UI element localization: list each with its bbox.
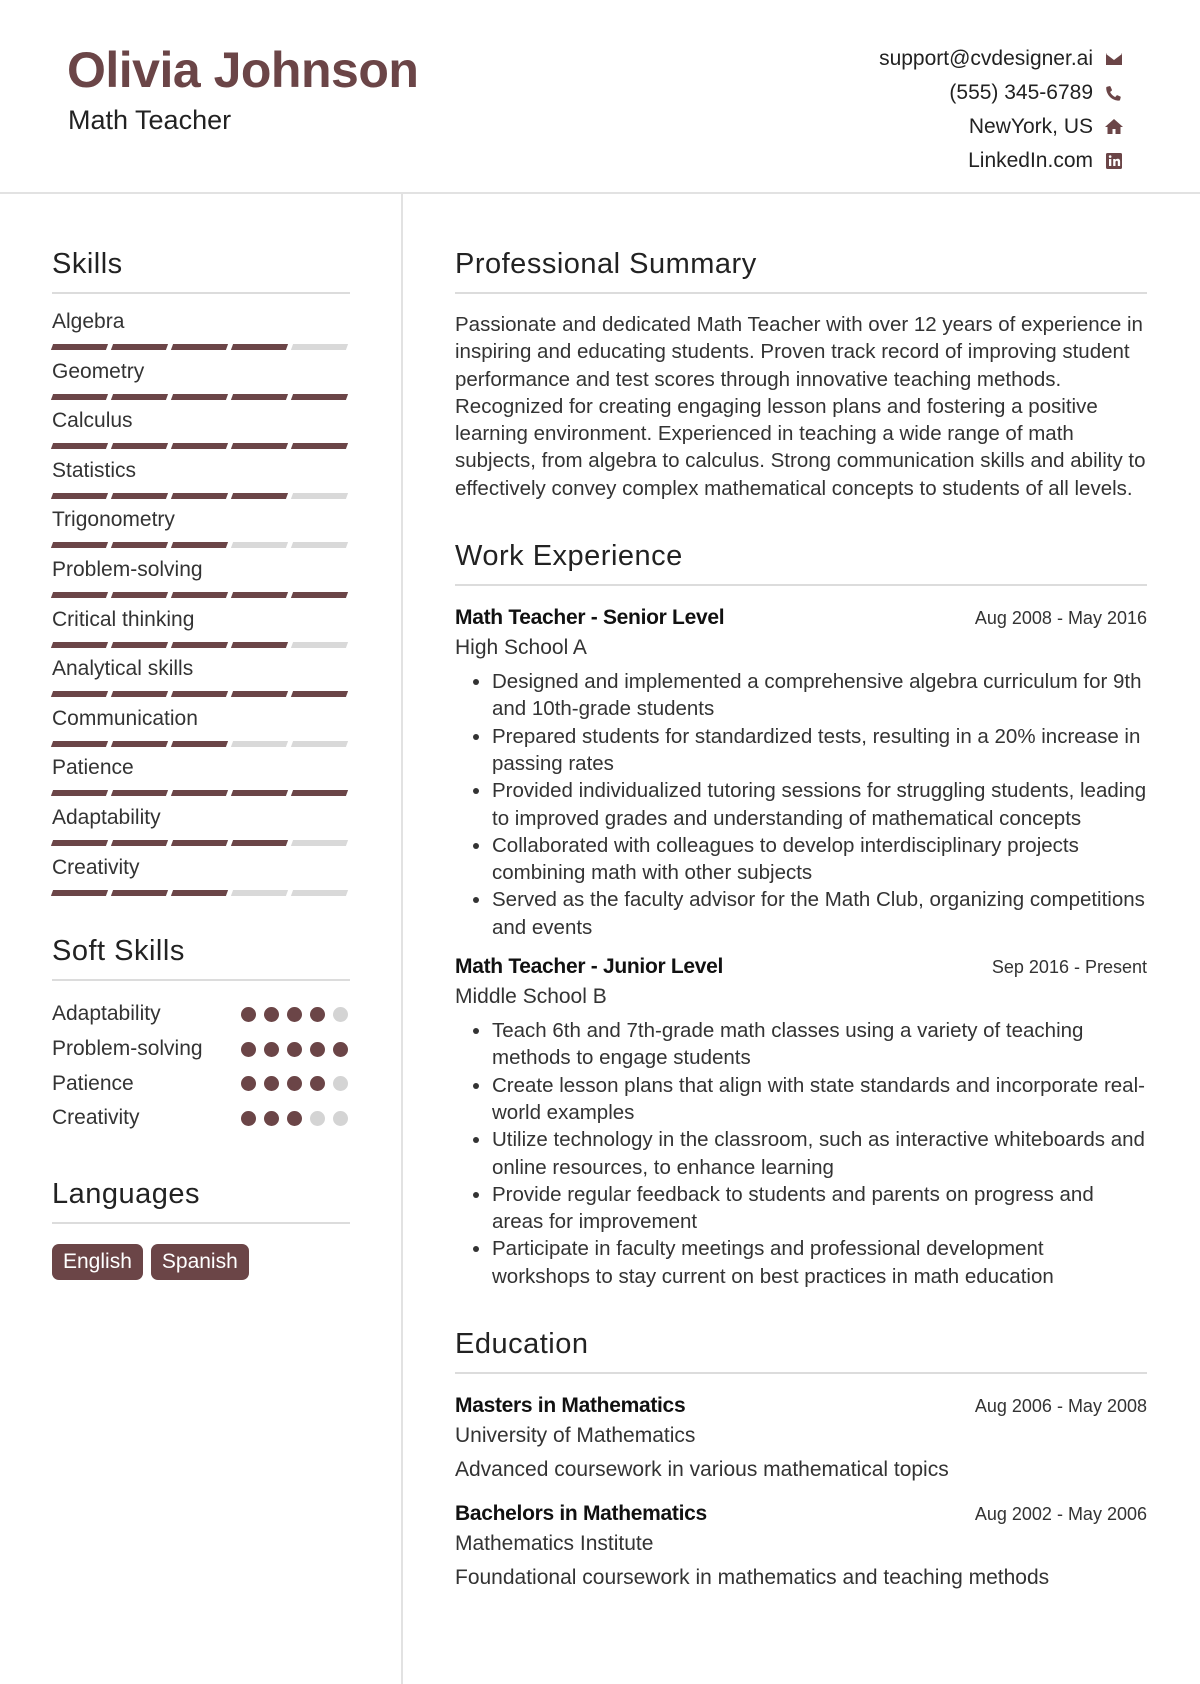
skill-level-segment xyxy=(171,642,228,648)
soft-skill-rating xyxy=(241,1007,348,1022)
skill-item xyxy=(52,754,350,804)
soft-skill-item xyxy=(52,1101,350,1136)
skill-item xyxy=(52,854,350,904)
skill-level-bar xyxy=(52,394,350,400)
skill-level-bar xyxy=(52,790,350,796)
skill-level-segment xyxy=(171,542,228,548)
rating-dot xyxy=(310,1111,325,1126)
summary-text: Passionate and dedicated Math Teacher with over 12 years of experience in inspiring and educating students. Proven track record of improving student performance and test scores through innovative teaching methods. Recognized for creating engaging lesson plans and fostering a positive learning environment. Experienced in teaching a wide range of math subjects, from algebra to calculus. Strong communication skills and ability to effectively convey complex mathematical concepts to students of all levels. xyxy=(455,313,1146,500)
degree-institution: Mathematics Institute xyxy=(455,1532,654,1556)
rating-dot xyxy=(264,1007,279,1022)
skill-level-segment xyxy=(111,840,168,846)
job-dates: Sep 2016 - Present xyxy=(991,957,1147,978)
skill-level-segment xyxy=(231,592,288,598)
skill-level-bar xyxy=(52,493,350,499)
skill-level-bar xyxy=(52,443,350,449)
skill-level-segment xyxy=(291,642,348,648)
soft-skill-item xyxy=(52,997,350,1032)
soft-skill-name: Patience xyxy=(52,1071,134,1095)
skill-item xyxy=(52,556,350,606)
degree-entry xyxy=(455,1502,1147,1592)
skill-level-segment xyxy=(111,592,168,598)
job-title: Math Teacher - Senior Level xyxy=(455,606,725,630)
skill-name: Problem-solving xyxy=(52,557,203,581)
degree-institution: University of Mathematics xyxy=(455,1424,696,1448)
envelope-icon xyxy=(1103,48,1125,70)
column-divider xyxy=(401,194,403,1684)
skill-level-segment xyxy=(291,592,348,598)
job-bullet: • Teach 6th and 7th-grade math classes using a variety of teaching methods to engage students xyxy=(492,1017,1147,1072)
skill-level-segment xyxy=(51,840,108,846)
skill-item xyxy=(52,506,350,556)
soft-skill-rating xyxy=(241,1076,348,1091)
contact-list xyxy=(705,42,1125,178)
soft-skills-section xyxy=(52,931,350,1135)
contact-linkedin[interactable] xyxy=(705,144,1125,178)
rating-dot xyxy=(310,1007,325,1022)
job-bullet: • Served as the faculty advisor for the Math Club, organizing competitions and events xyxy=(492,886,1147,941)
skill-level-bar xyxy=(52,344,350,350)
job-entry xyxy=(455,606,1147,941)
job-bullets xyxy=(455,668,1147,941)
skill-level-bar xyxy=(52,542,350,548)
summary-heading: Professional Summary xyxy=(455,244,1147,294)
phone-icon xyxy=(1103,82,1125,104)
skill-item xyxy=(52,804,350,854)
skill-level-segment xyxy=(51,592,108,598)
skill-level-segment xyxy=(51,344,108,350)
skill-level-segment xyxy=(51,691,108,697)
skill-level-segment xyxy=(231,890,288,896)
degree-dates: Aug 2006 - May 2008 xyxy=(974,1396,1147,1417)
rating-dot xyxy=(333,1111,348,1126)
skill-name: Patience xyxy=(52,756,134,780)
home-icon xyxy=(1103,116,1125,138)
soft-skill-name: Problem-solving xyxy=(52,1037,203,1061)
soft-skill-rating xyxy=(241,1042,348,1057)
skill-level-segment xyxy=(231,443,288,449)
education-heading: Education xyxy=(455,1324,1147,1374)
rating-dot xyxy=(264,1111,279,1126)
skill-level-segment xyxy=(111,741,168,747)
rating-dot xyxy=(241,1007,256,1022)
skill-level-segment xyxy=(111,890,168,896)
skill-level-segment xyxy=(171,443,228,449)
skill-level-segment xyxy=(291,493,348,499)
job-bullet: • Collaborated with colleagues to develop interdisciplinary projects combining math with other subjects xyxy=(492,832,1147,887)
languages-heading: Languages xyxy=(52,1174,350,1224)
rating-dot xyxy=(241,1111,256,1126)
job-bullets xyxy=(455,1017,1147,1290)
rating-dot xyxy=(287,1007,302,1022)
rating-dot xyxy=(264,1042,279,1057)
rating-dot xyxy=(333,1042,348,1057)
skill-level-segment xyxy=(171,840,228,846)
rating-dot xyxy=(287,1076,302,1091)
language-chip: English xyxy=(52,1244,143,1280)
languages-section xyxy=(52,1174,350,1280)
contact-phone[interactable] xyxy=(705,76,1125,110)
skills-section xyxy=(52,244,350,903)
contact-email[interactable] xyxy=(705,42,1125,76)
skill-level-segment xyxy=(291,741,348,747)
degree-entry xyxy=(455,1394,1147,1484)
skill-name: Adaptability xyxy=(52,805,161,829)
summary-section xyxy=(455,244,1147,502)
job-dates: Aug 2008 - May 2016 xyxy=(974,608,1147,629)
skill-level-segment xyxy=(231,344,288,350)
right-column xyxy=(455,244,1147,1592)
education-section xyxy=(455,1324,1147,1592)
skill-name: Statistics xyxy=(52,458,137,482)
contact-phone-text[interactable]: (555) 345-6789 xyxy=(949,81,1093,104)
skill-level-segment xyxy=(51,890,108,896)
skill-level-segment xyxy=(111,344,168,350)
skill-name: Communication xyxy=(52,706,198,730)
skill-level-segment xyxy=(171,394,228,400)
skill-level-segment xyxy=(231,691,288,697)
skill-level-segment xyxy=(111,542,168,548)
degree-description: Advanced coursework in various mathematical topics xyxy=(455,1458,949,1482)
skill-item xyxy=(52,705,350,755)
degree-dates: Aug 2002 - May 2006 xyxy=(974,1504,1147,1525)
job-bullet: • Designed and implemented a comprehensive algebra curriculum for 9th and 10th-grade students xyxy=(492,668,1147,723)
skill-level-segment xyxy=(51,790,108,796)
skill-name: Geometry xyxy=(52,359,145,383)
skill-level-segment xyxy=(111,642,168,648)
skill-level-segment xyxy=(171,790,228,796)
rating-dot xyxy=(241,1042,256,1057)
left-column xyxy=(52,244,350,1280)
degree-description: Foundational coursework in mathematics and teaching methods xyxy=(455,1566,1050,1590)
job-bullet: • Provided individualized tutoring sessions for struggling students, leading to improved grades and understanding of mathematical concepts xyxy=(492,777,1147,832)
skill-level-bar xyxy=(52,691,350,697)
skill-level-segment xyxy=(291,344,348,350)
skill-level-segment xyxy=(231,394,288,400)
soft-skill-rating xyxy=(241,1111,348,1126)
job-organization: High School A xyxy=(455,636,587,660)
soft-skill-item xyxy=(52,1032,350,1067)
language-chip: Spanish xyxy=(151,1244,249,1280)
skill-level-segment xyxy=(291,691,348,697)
rating-dot xyxy=(333,1076,348,1091)
skill-level-segment xyxy=(171,344,228,350)
work-heading: Work Experience xyxy=(455,536,1147,586)
candidate-name: Olivia Johnson xyxy=(67,42,419,98)
skill-item xyxy=(52,407,350,457)
rating-dot xyxy=(310,1076,325,1091)
skill-level-segment xyxy=(171,493,228,499)
skills-heading: Skills xyxy=(52,244,350,294)
skill-level-segment xyxy=(51,542,108,548)
skill-name: Analytical skills xyxy=(52,657,194,681)
candidate-title: Math Teacher xyxy=(68,105,232,135)
skill-name: Critical thinking xyxy=(52,607,195,631)
rating-dot xyxy=(241,1076,256,1091)
rating-dot xyxy=(287,1042,302,1057)
skill-name: Creativity xyxy=(52,855,140,879)
rating-dot xyxy=(287,1111,302,1126)
linkedin-icon xyxy=(1103,150,1125,172)
skill-level-segment xyxy=(111,691,168,697)
skill-level-bar xyxy=(52,741,350,747)
skill-level-segment xyxy=(171,741,228,747)
job-title: Math Teacher - Junior Level xyxy=(455,955,724,979)
work-section xyxy=(455,536,1147,1290)
job-bullet: • Provide regular feedback to students and parents on progress and areas for improvement xyxy=(492,1181,1147,1236)
soft-skill-name: Adaptability xyxy=(52,1002,161,1026)
skill-level-segment xyxy=(291,443,348,449)
skill-level-segment xyxy=(111,394,168,400)
skill-level-segment xyxy=(171,691,228,697)
skill-name: Calculus xyxy=(52,409,133,433)
skill-level-segment xyxy=(231,840,288,846)
skill-level-segment xyxy=(231,493,288,499)
contact-location xyxy=(705,110,1125,144)
skill-level-segment xyxy=(51,493,108,499)
skill-level-segment xyxy=(291,790,348,796)
skill-level-segment xyxy=(171,890,228,896)
skill-level-segment xyxy=(51,642,108,648)
soft-skill-item xyxy=(52,1066,350,1101)
skill-item xyxy=(52,655,350,705)
skill-level-segment xyxy=(291,890,348,896)
rating-dot xyxy=(310,1042,325,1057)
degree-title: Bachelors in Mathematics xyxy=(455,1502,707,1526)
skill-level-segment xyxy=(51,443,108,449)
skills-list xyxy=(52,308,350,903)
rating-dot xyxy=(333,1007,348,1022)
skill-item xyxy=(52,358,350,408)
skill-level-bar xyxy=(52,592,350,598)
job-bullet: • Create lesson plans that align with state standards and incorporate real-world examples xyxy=(492,1072,1147,1127)
skill-level-segment xyxy=(111,790,168,796)
resume-header xyxy=(0,0,1200,194)
skill-level-segment xyxy=(51,394,108,400)
job-bullet: • Prepared students for standardized tests, resulting in a 20% increase in passing rates xyxy=(492,723,1147,778)
skill-level-segment xyxy=(291,542,348,548)
skill-level-segment xyxy=(231,741,288,747)
skill-level-segment xyxy=(231,542,288,548)
soft-skills-heading: Soft Skills xyxy=(52,931,350,981)
contact-email-text[interactable]: support@cvdesigner.ai xyxy=(879,47,1093,70)
rating-dot xyxy=(264,1076,279,1091)
skill-item xyxy=(52,457,350,507)
skill-item xyxy=(52,308,350,358)
skill-level-bar xyxy=(52,642,350,648)
job-bullet: • Utilize technology in the classroom, such as interactive whiteboards and online resources, to enhance learning xyxy=(492,1126,1147,1181)
skill-level-segment xyxy=(111,493,168,499)
skill-level-segment xyxy=(171,592,228,598)
job-organization: Middle School B xyxy=(455,985,607,1009)
contact-linkedin-text[interactable]: LinkedIn.com xyxy=(968,149,1093,172)
job-bullet: • Participate in faculty meetings and professional development workshops to stay current on best practices in math education xyxy=(492,1235,1147,1290)
skill-level-segment xyxy=(231,642,288,648)
skill-item xyxy=(52,606,350,656)
soft-skill-name: Creativity xyxy=(52,1106,140,1130)
skill-level-segment xyxy=(111,443,168,449)
skill-level-segment xyxy=(231,790,288,796)
degree-title: Masters in Mathematics xyxy=(455,1394,686,1418)
skill-level-segment xyxy=(291,394,348,400)
skill-level-segment xyxy=(291,840,348,846)
skill-name: Algebra xyxy=(52,310,125,333)
soft-skills-list xyxy=(52,997,350,1135)
contact-location-text: NewYork, US xyxy=(968,115,1093,138)
skill-name: Trigonometry xyxy=(52,508,175,532)
job-entry xyxy=(455,955,1147,1290)
skill-level-segment xyxy=(51,741,108,747)
skill-level-bar xyxy=(52,840,350,846)
skill-level-bar xyxy=(52,890,350,896)
languages-list xyxy=(52,1244,350,1280)
